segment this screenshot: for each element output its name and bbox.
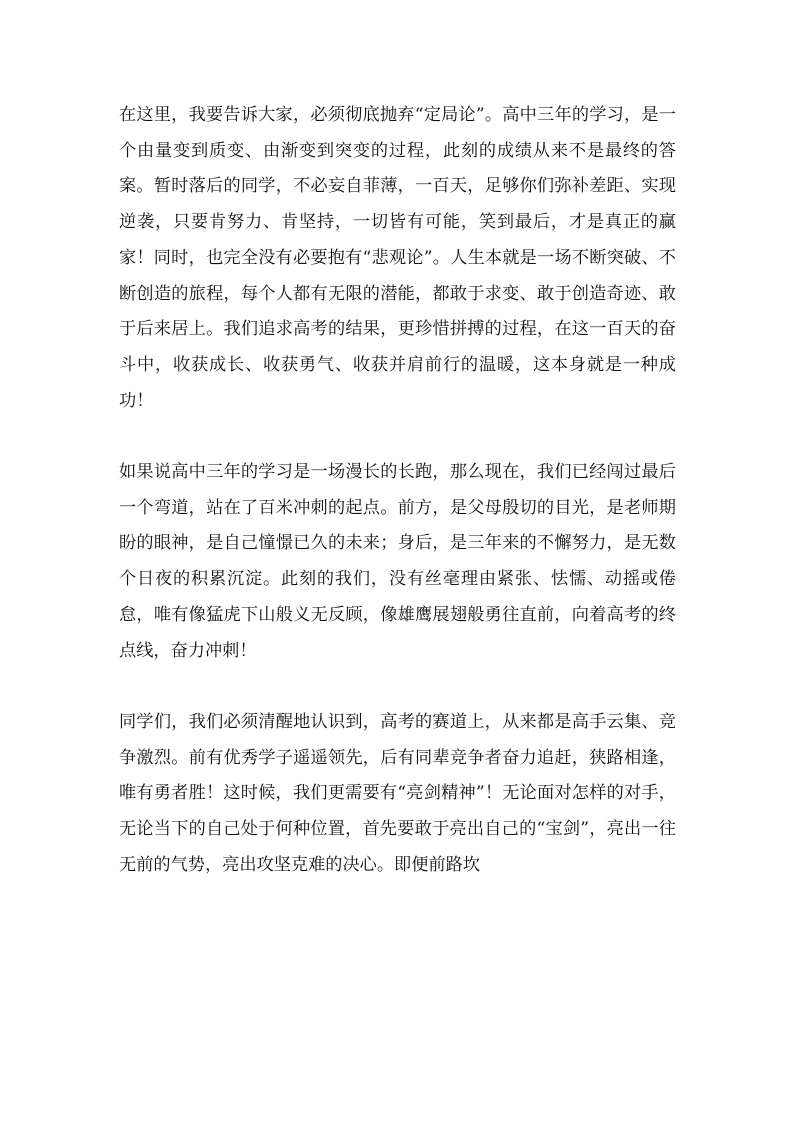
- document-body: [119, 98, 676, 883]
- paragraph-3: 同学们，我们必须清醒地认识到，高考的赛道上，从来都是高手云集、竞争激烈。前有优秀学子遥遥领先，后有同辈竞争者奋力追赶，狭路相逢，唯有勇者胜！这时候，我们更需要有“亮剑精神”！无论面对怎样的对手，无论当下的自己处于何种位置，首先要敢于亮出自己的“宝剑”，亮出一往无前的气势，亮出攻坚克难的决心。即便前路坎: [119, 711, 676, 875]
- paragraph-1: 在这里，我要告诉大家，必须彻底抛弃“定局论”。高中三年的学习，是一个由量变到质变、由渐变到突变的过程，此刻的成绩从来不是最终的答案。暂时落后的同学，不必妄自菲薄，一百天，足够你们弥补差距、实现逆袭，只要肯努力、肯坚持，一切皆有可能，笑到最后，才是真正的赢家！同时，也完全没有必要抱有“悲观论”。人生本就是一场不断突破、不断创造的旅程，每个人都有无限的潜能，都敢于求变、敢于创造奇迹、敢于后来居上。我们追求高考的结果，更珍惜拼搏的过程，在这一百天的奋斗中，收获成长、收获勇气、收获并肩前行的温暖，这本身就是一种成功！: [119, 105, 676, 411]
- paragraph-2: 如果说高中三年的学习是一场漫长的长跑，那么现在，我们已经闯过最后一个弯道，站在了百米冲刺的起点。前方，是父母殷切的目光，是老师期盼的眼神，是自己憧憬已久的未来；身后，是三年来的不懈努力，是无数个日夜的积累沉淀。此刻的我们，没有丝毫理由紧张、怯懦、动摇或倦怠，唯有像猛虎下山般义无反顾，像雄鹰展翅般勇往直前，向着高考的终点线，奋力冲刺！: [119, 462, 676, 661]
